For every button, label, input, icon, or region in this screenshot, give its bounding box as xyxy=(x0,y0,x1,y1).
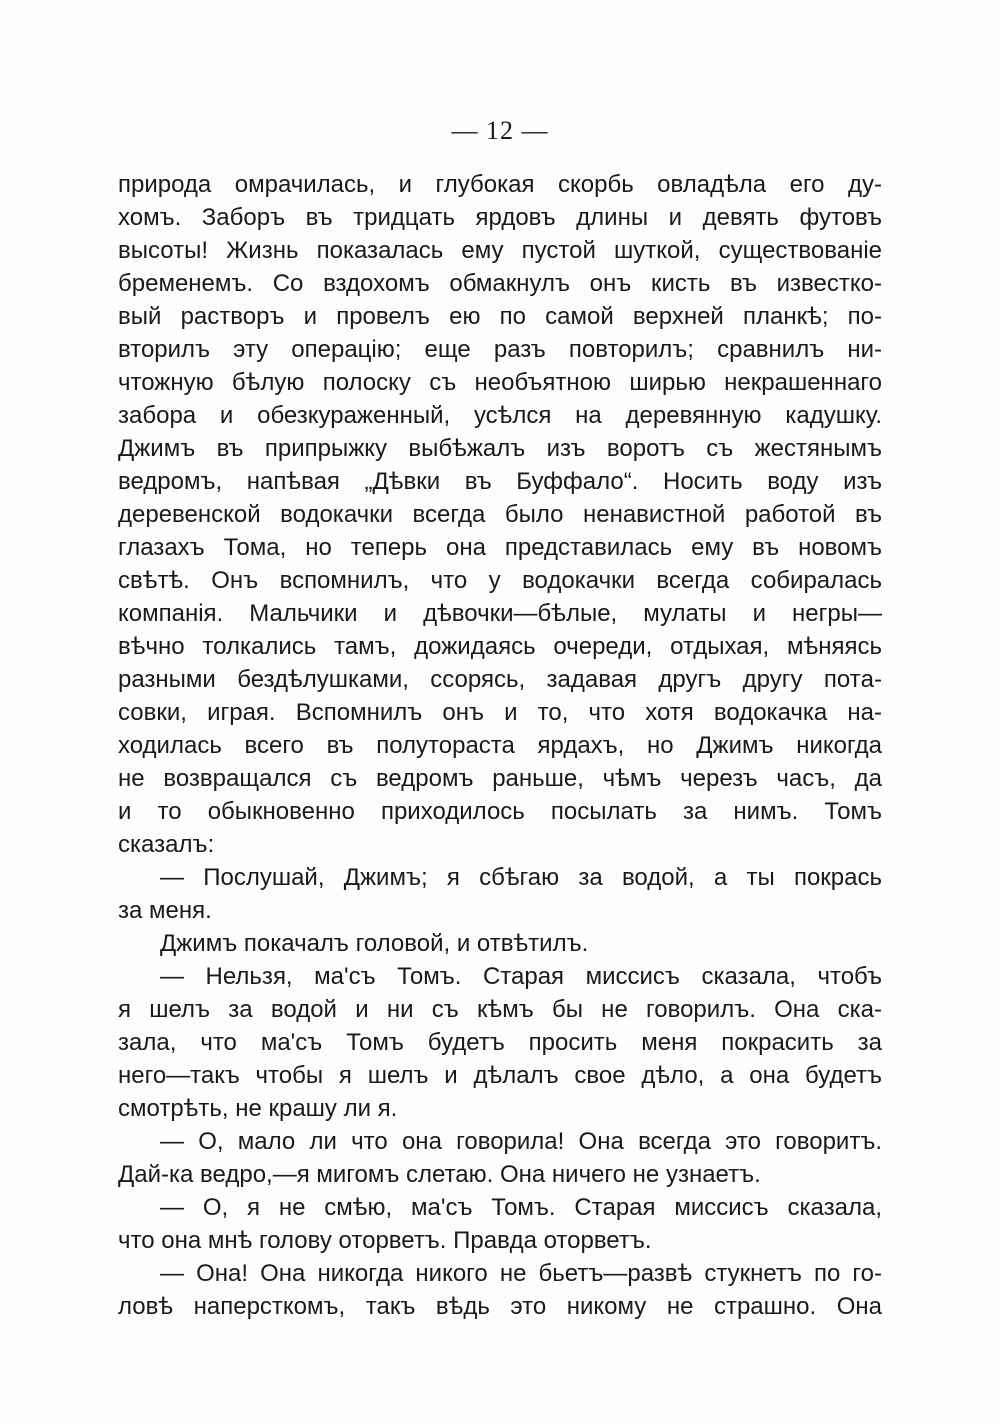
text-line: ходилась всего въ полутораста ярдахъ, но Джимъ никогда xyxy=(118,732,882,759)
text-line: глазахъ Тома, но теперь она представилась ему въ новомъ xyxy=(118,534,882,561)
text-line: свѣтѣ. Онъ вспомнилъ, что у водокачки всегда собиралась xyxy=(118,567,882,594)
text-line: природа омрачилась, и глубокая скорбь овладѣла его ду- xyxy=(118,171,882,198)
text-line: разными бездѣлушками, ссорясь, задавая другъ другу потa- xyxy=(118,666,882,693)
text-line: не возвращался съ ведромъ раньше, чѣмъ черезъ часъ, да xyxy=(118,765,882,792)
text-line: — Она! Она никогда никого не бьетъ—развѣ стукнетъ по го- xyxy=(160,1260,882,1287)
text-line: компанія. Мальчики и дѣвочки—бѣлые, мулаты и негры— xyxy=(118,600,882,627)
text-line: за меня. xyxy=(118,897,212,924)
page-number: — 12 — xyxy=(451,116,549,145)
text-line: Джимъ покачалъ головой, и отвѣтилъ. xyxy=(160,930,589,957)
text-line: — Послушай, Джимъ; я сбѣгаю за водой, а ты покрась xyxy=(160,864,882,891)
text-line: забора и обезкураженный, усѣлся на деревянную кадушку. xyxy=(118,402,882,429)
text-line: ловѣ наперсткомъ, такъ вѣдь это никому не страшно. Она xyxy=(118,1293,882,1320)
page-body-text xyxy=(118,168,882,1323)
text-line: совки, играя. Вспомнилъ онъ и то, что хотя водокачка на- xyxy=(118,699,882,726)
text-line: и то обыкновенно приходилось посылать за нимъ. Томъ xyxy=(118,798,882,825)
text-line: — Нельзя, ма'съ Томъ. Старая миссисъ сказала, чтобъ xyxy=(160,963,882,990)
text-line: вый растворъ и провелъ ею по самой верхней планкѣ; по- xyxy=(118,303,882,330)
text-line: я шелъ за водой и ни съ кѣмъ бы не говорилъ. Она ска- xyxy=(118,996,882,1023)
text-line: него—такъ чтобы я шелъ и дѣлалъ свое дѣло, а она будетъ xyxy=(118,1062,882,1089)
text-line: вторилъ эту операцію; еще разъ повторилъ; сравнилъ ни- xyxy=(118,336,882,363)
text-line: Дай-ка ведро,—я мигомъ слетаю. Она ничего не узнаетъ. xyxy=(118,1161,761,1188)
text-line: бременемъ. Со вздохомъ обмакнулъ онъ кисть въ известко- xyxy=(118,270,882,297)
text-line: деревенской водокачки всегда было ненавистной работой въ xyxy=(118,501,882,528)
text-line: хомъ. Заборъ въ тридцать ярдовъ длины и девять футовъ xyxy=(118,204,882,231)
text-line: вѣчно толкались тамъ, дожидаясь очереди, отдыхая, мѣняясь xyxy=(118,633,882,660)
text-line: зала, что ма'съ Томъ будетъ просить меня покрасить за xyxy=(118,1029,882,1056)
text-line: — О, я не смѣю, ма'съ Томъ. Старая миссисъ сказала, xyxy=(160,1194,882,1221)
text-line: — О, мало ли что она говорила! Она всегда это говоритъ. xyxy=(160,1128,882,1155)
text-line: сказалъ: xyxy=(118,831,215,858)
text-line: Джимъ въ припрыжку выбѣжалъ изъ воротъ съ жестянымъ xyxy=(118,435,882,462)
text-line: что она мнѣ голову оторветъ. Правда оторветъ. xyxy=(118,1227,652,1254)
text-line: чтожную бѣлую полоску съ необъятною ширью некрашеннаго xyxy=(118,369,882,396)
text-line: ведромъ, напѣвая „Дѣвки въ Буффало“. Носить воду изъ xyxy=(118,468,882,495)
text-line: смотрѣть, не крашу ли я. xyxy=(118,1095,398,1122)
text-line: высоты! Жизнь показалась ему пустой шуткой, существованіе xyxy=(118,237,882,264)
